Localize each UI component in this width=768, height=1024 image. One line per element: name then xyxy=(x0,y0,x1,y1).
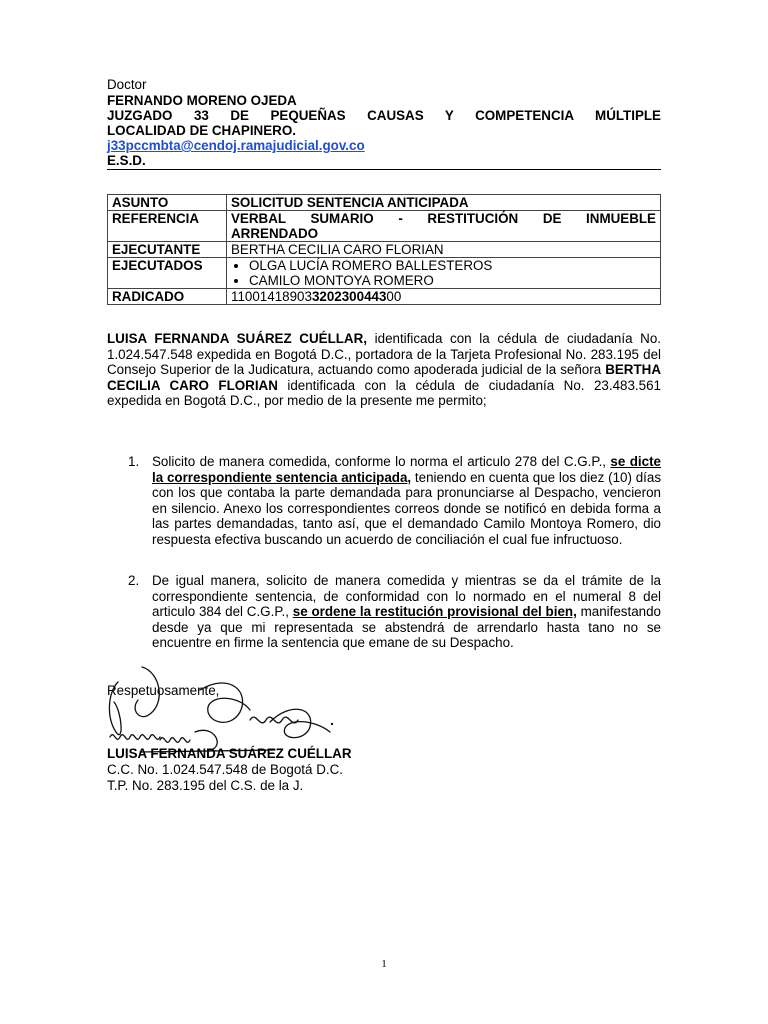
radicado-value xyxy=(227,289,661,305)
table-row xyxy=(108,258,661,289)
signer-cc: C.C. No. 1.024.547.548 de Bogotá D.C. xyxy=(107,762,343,777)
case-info-table xyxy=(107,194,661,305)
recipient-name: FERNANDO MORENO OJEDA xyxy=(107,93,297,108)
asunto-value: SOLICITUD SENTENCIA ANTICIPADA xyxy=(227,195,661,211)
asunto-label: ASUNTO xyxy=(108,195,227,211)
signer-tp: T.P. No. 283.195 del C.S. de la J. xyxy=(107,778,304,793)
client-name: BERTHA CECILIA CARO FLORIAN xyxy=(107,362,661,393)
item-number: 1. xyxy=(128,454,140,469)
item-text-underlined: se ordene la restitución provisional del bien, xyxy=(292,604,577,620)
page-number: 1 xyxy=(381,958,387,970)
item-text-post: teniendo en cuenta que los diez (10) días con los que contaba la parte demandada para pronunciarse al Despacho, vencieron en silencio. Anexo los correspondientes correos donde se notificó en debida forma a las partes demandadas, tanto así, que el demandado Camilo Montoya Romero, dio respuesta efectiva buscando un acuerdo de conciliación el cual fue infructuoso. xyxy=(152,469,662,547)
court-email-link[interactable]: j33pccmbta@cendoj.ramajudicial.gov.co xyxy=(107,138,365,153)
request-item-2 xyxy=(152,573,661,651)
intro-text-2: identificada con la cédula de ciudadanía No. 23.483.561 expedida en Bogotá D.C., por medio de la presente me permito; xyxy=(107,377,661,409)
radicado-part-2: 3202300443 xyxy=(311,289,387,304)
request-item-1 xyxy=(152,454,661,548)
salutation: Doctor xyxy=(107,77,147,92)
referencia-value-line-2: ARRENDADO xyxy=(231,226,319,241)
item-number: 2. xyxy=(128,573,140,588)
valediction: Respetuosamente, xyxy=(107,683,220,698)
ejecutados-value xyxy=(227,258,661,289)
ejecutados-label: EJECUTADOS xyxy=(108,258,227,289)
table-row xyxy=(108,289,661,305)
lawyer-name: LUISA FERNANDA SUÁREZ CUÉLLAR, xyxy=(107,331,367,346)
handwritten-signature xyxy=(100,662,360,757)
radicado-label: RADICADO xyxy=(108,289,227,305)
signer-name: LUISA FERNANDA SUÁREZ CUÉLLAR xyxy=(107,746,352,761)
esd-label: E.S.D. xyxy=(107,153,146,168)
ejecutante-value: BERTHA CECILIA CARO FLORIAN xyxy=(227,242,661,258)
intro-paragraph xyxy=(107,331,661,409)
radicado-part-1: 11001418903 xyxy=(231,289,312,304)
item-text-pre: De igual manera, solicito de manera comedida y mientras se da el trámite de la correspondiente sentencia, de conformidad con lo normado en el numeral 8 del articulo 384 del C.G.P., xyxy=(152,573,661,620)
list-item: • CAMILO MONTOYA ROMERO xyxy=(249,273,656,288)
court-line-2: LOCALIDAD DE CHAPINERO. xyxy=(107,123,296,138)
intro-text-1: identificada con la cédula de ciudadanía No. 1.024.547.548 expedida en Bogotá D.C., portadora de la Tarjeta Profesional No. 283.195 del Consejo Superior de la Judicatura, actuando como apoderada judicial de la señora xyxy=(107,331,661,378)
table-row xyxy=(108,195,661,211)
table-row xyxy=(108,211,661,242)
ejecutados-list xyxy=(231,258,656,288)
referencia-value-line-1: VERBAL SUMARIO - RESTITUCIÓN DE INMUEBLE xyxy=(231,211,656,226)
item-text-post: manifestando desde ya que mi representada se abstendrá de arrendarlo hasta tano no se encuentre en firme la sentencia que emane de su Despacho. xyxy=(152,604,661,651)
list-item: • OLGA LUCÍA ROMERO BALLESTEROS xyxy=(249,258,656,273)
ejecutante-label: EJECUTANTE xyxy=(108,242,227,258)
referencia-value xyxy=(227,211,661,242)
radicado-part-3: 00 xyxy=(386,289,402,304)
referencia-label: REFERENCIA xyxy=(108,211,227,242)
court-line-1: JUZGADO 33 DE PEQUEÑAS CAUSAS Y COMPETENCIA MÚLTIPLE xyxy=(107,108,661,123)
item-text-pre: Solicito de manera comedida, conforme lo norma el articulo 278 del C.G.P., xyxy=(152,454,611,469)
header-divider xyxy=(107,169,661,170)
table-row xyxy=(108,242,661,258)
item-text-underlined: se dicte la correspondiente sentencia anticipada, xyxy=(152,454,661,485)
